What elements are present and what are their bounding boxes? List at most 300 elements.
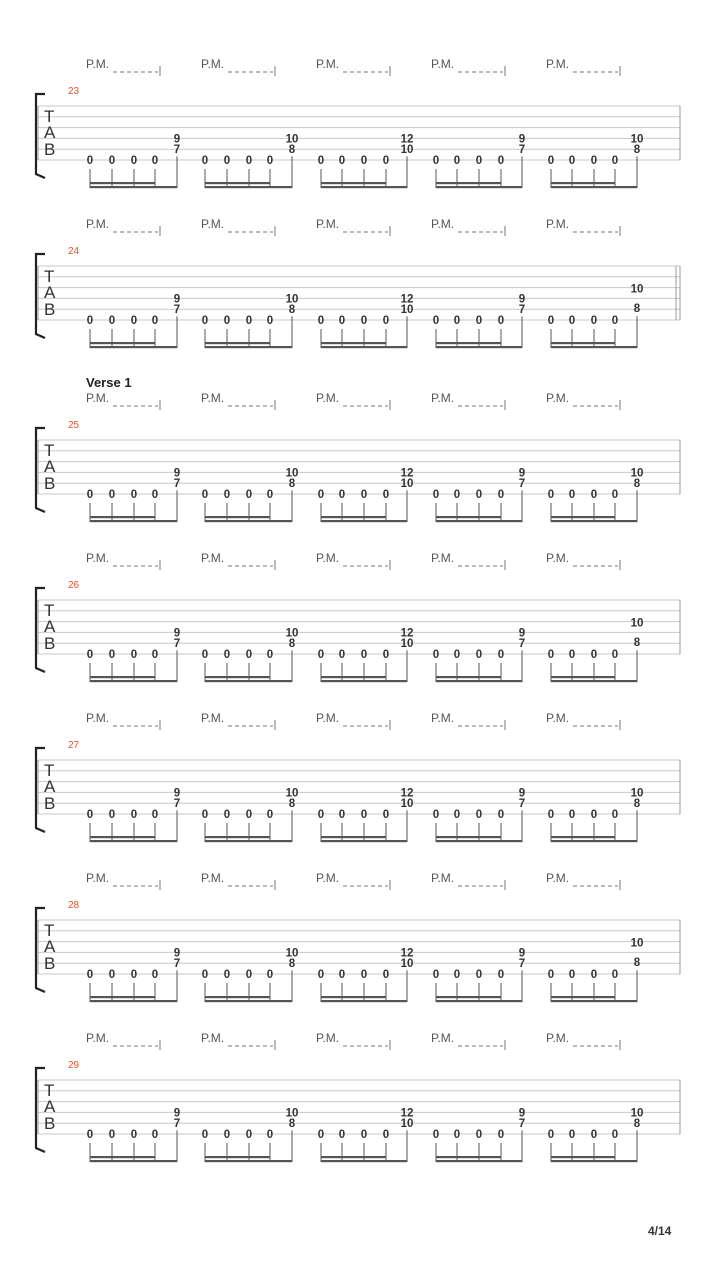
fret-number: 0 — [266, 489, 274, 501]
fret-number: 0 — [266, 969, 274, 981]
fret-number: 0 — [360, 809, 368, 821]
beat-group — [433, 627, 525, 682]
fret-number: 0 — [611, 969, 619, 981]
fret-number-chord-low: 8 — [288, 1118, 296, 1131]
beat-group — [202, 627, 299, 682]
fret-number: 0 — [266, 809, 274, 821]
fret-number: 0 — [475, 1129, 483, 1141]
fret-number: 0 — [432, 489, 440, 501]
fret-number-chord-low: 8 — [288, 798, 296, 811]
beam-secondary — [436, 342, 501, 344]
fret-number-chord-low: 7 — [173, 638, 181, 651]
page-number: 4/14 — [648, 1224, 672, 1238]
fret-number: 0 — [497, 155, 505, 167]
fret-number: 0 — [547, 489, 555, 501]
beat-group — [87, 787, 180, 842]
fret-number-chord-low: 8 — [288, 144, 296, 157]
fret-number: 0 — [151, 649, 159, 661]
fret-number: 0 — [568, 1129, 576, 1141]
measure-number: 24 — [68, 246, 80, 257]
fret-number: 0 — [611, 809, 619, 821]
beam-secondary — [205, 836, 270, 838]
fret-number-chord-high: 12 — [400, 133, 414, 146]
fret-number-chord-high: 9 — [173, 787, 181, 800]
beam-primary — [205, 1000, 292, 1002]
fret-number: 0 — [432, 649, 440, 661]
palm-mute-marking — [86, 1031, 160, 1050]
fret-number: 0 — [590, 1129, 598, 1141]
beat-group — [548, 467, 644, 522]
tab-clef-letter: T — [44, 107, 55, 126]
fret-number: 0 — [360, 649, 368, 661]
beam-primary — [90, 840, 177, 842]
fret-number-chord-low: 10 — [400, 304, 414, 317]
fret-number: 0 — [108, 649, 116, 661]
fret-number-chord-high: 9 — [173, 1107, 181, 1120]
palm-mute-label: P.M. — [86, 1031, 110, 1045]
beam-secondary — [321, 182, 386, 184]
fret-number: 0 — [453, 969, 461, 981]
palm-mute-marking — [546, 711, 620, 730]
beam-primary — [436, 520, 522, 522]
fret-number: 0 — [86, 809, 94, 821]
tab-clef-letter: B — [44, 300, 56, 319]
fret-number: 0 — [130, 1129, 138, 1141]
palm-mute-marking — [86, 391, 160, 410]
fret-number: 0 — [108, 489, 116, 501]
fret-number: 0 — [475, 155, 483, 167]
fret-number: 0 — [568, 155, 576, 167]
palm-mute-marking — [201, 391, 275, 410]
beat-group — [318, 1107, 414, 1162]
fret-number: 0 — [611, 649, 619, 661]
fret-number: 0 — [497, 1129, 505, 1141]
palm-mute-marking — [316, 1031, 390, 1050]
fret-number: 0 — [245, 649, 253, 661]
palm-mute-marking — [431, 391, 505, 410]
beam-secondary — [551, 836, 615, 838]
palm-mute-label: P.M. — [546, 551, 570, 565]
palm-mute-label: P.M. — [86, 711, 110, 725]
beat-group — [548, 283, 644, 348]
beam-secondary — [321, 996, 386, 998]
fret-number: 0 — [130, 155, 138, 167]
beam-secondary — [321, 1156, 386, 1158]
beam-primary — [551, 1160, 637, 1162]
fret-number-chord-high: 10 — [630, 283, 644, 296]
fret-number: 0 — [547, 809, 555, 821]
beat-group — [202, 787, 299, 842]
fret-number: 0 — [475, 489, 483, 501]
tab-clef-letter: T — [44, 267, 55, 286]
beam-secondary — [551, 1156, 615, 1158]
fret-number-chord-low: 8 — [288, 638, 296, 651]
fret-number-chord-high: 10 — [285, 467, 299, 480]
beam-secondary — [551, 996, 615, 998]
fret-number: 0 — [151, 1129, 159, 1141]
beam-primary — [321, 840, 407, 842]
beat-group — [548, 133, 644, 188]
fret-number: 0 — [590, 969, 598, 981]
fret-number-chord-high: 12 — [400, 947, 414, 960]
palm-mute-marking — [546, 217, 620, 236]
palm-mute-marking — [546, 551, 620, 570]
fret-number: 0 — [317, 155, 325, 167]
beat-group — [433, 133, 525, 188]
beam-primary — [205, 186, 292, 188]
fret-number-chord-low: 7 — [173, 304, 181, 317]
fret-number: 0 — [317, 315, 325, 327]
fret-number-chord-low: 8 — [633, 798, 641, 811]
fret-number: 0 — [432, 155, 440, 167]
beam-primary — [321, 186, 407, 188]
fret-number: 0 — [86, 1129, 94, 1141]
fret-number: 0 — [497, 969, 505, 981]
fret-number: 0 — [568, 315, 576, 327]
tab-system — [36, 551, 680, 682]
beam-primary — [205, 680, 292, 682]
fret-number-chord-high: 9 — [173, 947, 181, 960]
beat-group — [433, 1107, 525, 1162]
palm-mute-label: P.M. — [316, 551, 340, 565]
tab-clef-letter: B — [44, 634, 56, 653]
fret-number: 0 — [317, 1129, 325, 1141]
beam-primary — [436, 840, 522, 842]
fret-number-chord-low: 8 — [633, 1118, 641, 1131]
fret-number-chord-high: 9 — [173, 133, 181, 146]
fret-number-chord-high: 10 — [630, 467, 644, 480]
tab-clef-letter: T — [44, 921, 55, 940]
beat-group — [433, 293, 525, 348]
beam-secondary — [436, 182, 501, 184]
fret-number: 0 — [360, 489, 368, 501]
tab-clef-letter: B — [44, 140, 56, 159]
fret-number-chord-high: 9 — [173, 627, 181, 640]
beam-primary — [205, 346, 292, 348]
fret-number: 0 — [130, 809, 138, 821]
beam-primary — [551, 1000, 637, 1002]
fret-number: 0 — [360, 969, 368, 981]
palm-mute-label: P.M. — [201, 217, 225, 231]
palm-mute-label: P.M. — [316, 871, 340, 885]
fret-number-chord-low: 7 — [518, 304, 526, 317]
beam-primary — [436, 346, 522, 348]
fret-number: 0 — [201, 809, 209, 821]
fret-number: 0 — [108, 315, 116, 327]
beam-secondary — [436, 1156, 501, 1158]
beam-secondary — [205, 676, 270, 678]
measure-number: 29 — [68, 1060, 80, 1071]
beam-secondary — [90, 836, 155, 838]
fret-number: 0 — [382, 649, 390, 661]
fret-number-chord-high: 12 — [400, 787, 414, 800]
beam-secondary — [205, 516, 270, 518]
palm-mute-marking — [316, 711, 390, 730]
fret-number: 0 — [201, 155, 209, 167]
tab-clef-letter: B — [44, 954, 56, 973]
beam-primary — [436, 680, 522, 682]
beam-primary — [436, 1160, 522, 1162]
beat-group — [318, 467, 414, 522]
fret-number: 0 — [338, 315, 346, 327]
fret-number-chord-low: 8 — [633, 478, 641, 491]
beam-primary — [90, 520, 177, 522]
tab-clef-letter: T — [44, 601, 55, 620]
palm-mute-label: P.M. — [316, 711, 340, 725]
palm-mute-marking — [431, 551, 505, 570]
fret-number-chord-high: 10 — [285, 947, 299, 960]
beam-primary — [90, 186, 177, 188]
palm-mute-marking — [431, 57, 505, 76]
beam-secondary — [436, 516, 501, 518]
palm-mute-label: P.M. — [546, 871, 570, 885]
fret-number-chord-low: 7 — [518, 798, 526, 811]
fret-number-chord-high: 9 — [173, 293, 181, 306]
palm-mute-marking — [201, 711, 275, 730]
beam-secondary — [321, 676, 386, 678]
beam-secondary — [90, 516, 155, 518]
fret-number: 0 — [151, 489, 159, 501]
fret-number: 0 — [130, 969, 138, 981]
fret-number: 0 — [382, 489, 390, 501]
beam-primary — [551, 186, 637, 188]
beat-group — [87, 627, 180, 682]
fret-number: 0 — [547, 969, 555, 981]
fret-number: 0 — [497, 489, 505, 501]
fret-number: 0 — [453, 809, 461, 821]
beam-primary — [205, 520, 292, 522]
fret-number: 0 — [338, 1129, 346, 1141]
fret-number: 0 — [245, 315, 253, 327]
fret-number: 0 — [382, 969, 390, 981]
palm-mute-marking — [86, 217, 160, 236]
beam-primary — [321, 680, 407, 682]
fret-number: 0 — [151, 315, 159, 327]
fret-number-chord-low: 10 — [400, 638, 414, 651]
fret-number: 0 — [245, 155, 253, 167]
beam-secondary — [90, 996, 155, 998]
measure-number: 26 — [68, 580, 80, 591]
palm-mute-marking — [201, 57, 275, 76]
palm-mute-marking — [546, 1031, 620, 1050]
fret-number: 0 — [151, 809, 159, 821]
palm-mute-label: P.M. — [316, 217, 340, 231]
fret-number: 0 — [382, 315, 390, 327]
beat-group — [87, 293, 180, 348]
beam-secondary — [90, 676, 155, 678]
beam-primary — [551, 520, 637, 522]
fret-number-chord-high: 9 — [518, 1107, 526, 1120]
beat-group — [433, 787, 525, 842]
fret-number: 0 — [86, 155, 94, 167]
beam-secondary — [551, 516, 615, 518]
palm-mute-marking — [201, 871, 275, 890]
palm-mute-marking — [86, 871, 160, 890]
fret-number-chord-low: 8 — [288, 958, 296, 971]
fret-number: 0 — [201, 969, 209, 981]
palm-mute-label: P.M. — [86, 871, 110, 885]
tab-clef-letter: A — [44, 777, 56, 796]
tab-clef-letter: A — [44, 617, 56, 636]
tab-clef-letter: T — [44, 761, 55, 780]
fret-number: 0 — [201, 315, 209, 327]
fret-number: 0 — [223, 489, 231, 501]
fret-number-chord-high: 9 — [518, 133, 526, 146]
fret-number-chord-low: 7 — [173, 958, 181, 971]
palm-mute-label: P.M. — [86, 217, 110, 231]
fret-number-chord-low: 7 — [173, 1118, 181, 1131]
beat-group — [318, 627, 414, 682]
fret-number-chord-low: 10 — [400, 144, 414, 157]
beat-group — [202, 1107, 299, 1162]
fret-number: 0 — [266, 155, 274, 167]
tab-system — [36, 57, 680, 188]
fret-number-chord-low: 7 — [518, 478, 526, 491]
fret-number: 0 — [108, 1129, 116, 1141]
tab-clef-letter: A — [44, 283, 56, 302]
fret-number: 0 — [611, 155, 619, 167]
tab-system — [36, 217, 680, 348]
beam-secondary — [551, 182, 615, 184]
beam-secondary — [205, 1156, 270, 1158]
beat-group — [202, 467, 299, 522]
palm-mute-label: P.M. — [316, 391, 340, 405]
fret-number-chord-high: 10 — [630, 1107, 644, 1120]
palm-mute-marking — [86, 57, 160, 76]
fret-number: 0 — [223, 649, 231, 661]
tab-clef-letter: A — [44, 457, 56, 476]
fret-number: 0 — [86, 315, 94, 327]
beat-group — [87, 947, 180, 1002]
fret-number-chord-high: 10 — [285, 787, 299, 800]
palm-mute-marking — [201, 551, 275, 570]
fret-number: 0 — [547, 315, 555, 327]
fret-number-chord-high: 9 — [518, 787, 526, 800]
fret-number: 0 — [590, 809, 598, 821]
tab-system — [36, 711, 680, 842]
beam-secondary — [436, 676, 501, 678]
palm-mute-label: P.M. — [546, 711, 570, 725]
fret-number: 0 — [108, 969, 116, 981]
beat-group — [202, 293, 299, 348]
beam-primary — [436, 1000, 522, 1002]
fret-number: 0 — [432, 969, 440, 981]
beat-group — [548, 937, 644, 1002]
fret-number-chord-low: 7 — [173, 798, 181, 811]
fret-number-chord-low: 8 — [633, 957, 641, 970]
beam-secondary — [90, 182, 155, 184]
beam-secondary — [436, 836, 501, 838]
palm-mute-marking — [201, 217, 275, 236]
fret-number: 0 — [201, 649, 209, 661]
fret-number-chord-high: 9 — [518, 467, 526, 480]
fret-number: 0 — [475, 969, 483, 981]
fret-number-chord-high: 9 — [518, 947, 526, 960]
fret-number: 0 — [108, 809, 116, 821]
fret-number: 0 — [86, 489, 94, 501]
fret-number: 0 — [86, 649, 94, 661]
palm-mute-label: P.M. — [546, 57, 570, 71]
beat-group — [87, 133, 180, 188]
beat-group — [318, 787, 414, 842]
palm-mute-marking — [431, 711, 505, 730]
palm-mute-label: P.M. — [86, 391, 110, 405]
beam-secondary — [205, 342, 270, 344]
measure-number: 25 — [68, 420, 80, 431]
palm-mute-marking — [431, 1031, 505, 1050]
tab-clef-letter: B — [44, 474, 56, 493]
beam-primary — [321, 346, 407, 348]
fret-number-chord-low: 7 — [518, 144, 526, 157]
tab-clef-letter: B — [44, 1114, 56, 1133]
fret-number-chord-high: 10 — [630, 937, 644, 950]
palm-mute-label: P.M. — [201, 1031, 225, 1045]
fret-number-chord-low: 8 — [633, 144, 641, 157]
fret-number: 0 — [611, 489, 619, 501]
fret-number-chord-high: 12 — [400, 627, 414, 640]
fret-number: 0 — [382, 1129, 390, 1141]
fret-number: 0 — [108, 155, 116, 167]
beam-secondary — [551, 342, 615, 344]
fret-number: 0 — [360, 1129, 368, 1141]
palm-mute-label: P.M. — [546, 1031, 570, 1045]
beam-primary — [205, 840, 292, 842]
beat-group — [87, 467, 180, 522]
palm-mute-marking — [546, 391, 620, 410]
fret-number: 0 — [453, 1129, 461, 1141]
palm-mute-label: P.M. — [201, 551, 225, 565]
tab-system — [36, 375, 680, 522]
palm-mute-label: P.M. — [86, 57, 110, 71]
palm-mute-label: P.M. — [431, 217, 455, 231]
beam-secondary — [205, 996, 270, 998]
tab-clef-letter: A — [44, 937, 56, 956]
tab-system — [36, 1031, 680, 1162]
beam-secondary — [205, 182, 270, 184]
beat-group — [87, 1107, 180, 1162]
fret-number: 0 — [360, 315, 368, 327]
beam-primary — [321, 520, 407, 522]
fret-number: 0 — [568, 649, 576, 661]
fret-number: 0 — [317, 809, 325, 821]
fret-number: 0 — [453, 489, 461, 501]
palm-mute-label: P.M. — [546, 391, 570, 405]
palm-mute-label: P.M. — [201, 871, 225, 885]
fret-number: 0 — [382, 809, 390, 821]
beam-secondary — [90, 342, 155, 344]
fret-number: 0 — [338, 809, 346, 821]
palm-mute-label: P.M. — [201, 391, 225, 405]
palm-mute-marking — [86, 551, 160, 570]
fret-number-chord-low: 10 — [400, 958, 414, 971]
fret-number: 0 — [568, 809, 576, 821]
beat-group — [433, 947, 525, 1002]
beat-group — [548, 787, 644, 842]
systems-layer — [36, 57, 680, 1162]
fret-number: 0 — [590, 489, 598, 501]
beat-group — [318, 133, 414, 188]
beat-group — [202, 947, 299, 1002]
fret-number: 0 — [590, 155, 598, 167]
palm-mute-label: P.M. — [431, 711, 455, 725]
fret-number-chord-low: 8 — [288, 304, 296, 317]
fret-number: 0 — [266, 315, 274, 327]
tab-clef-letter: B — [44, 794, 56, 813]
palm-mute-marking — [201, 1031, 275, 1050]
fret-number-chord-low: 8 — [633, 303, 641, 316]
fret-number: 0 — [497, 315, 505, 327]
fret-number-chord-low: 7 — [518, 958, 526, 971]
